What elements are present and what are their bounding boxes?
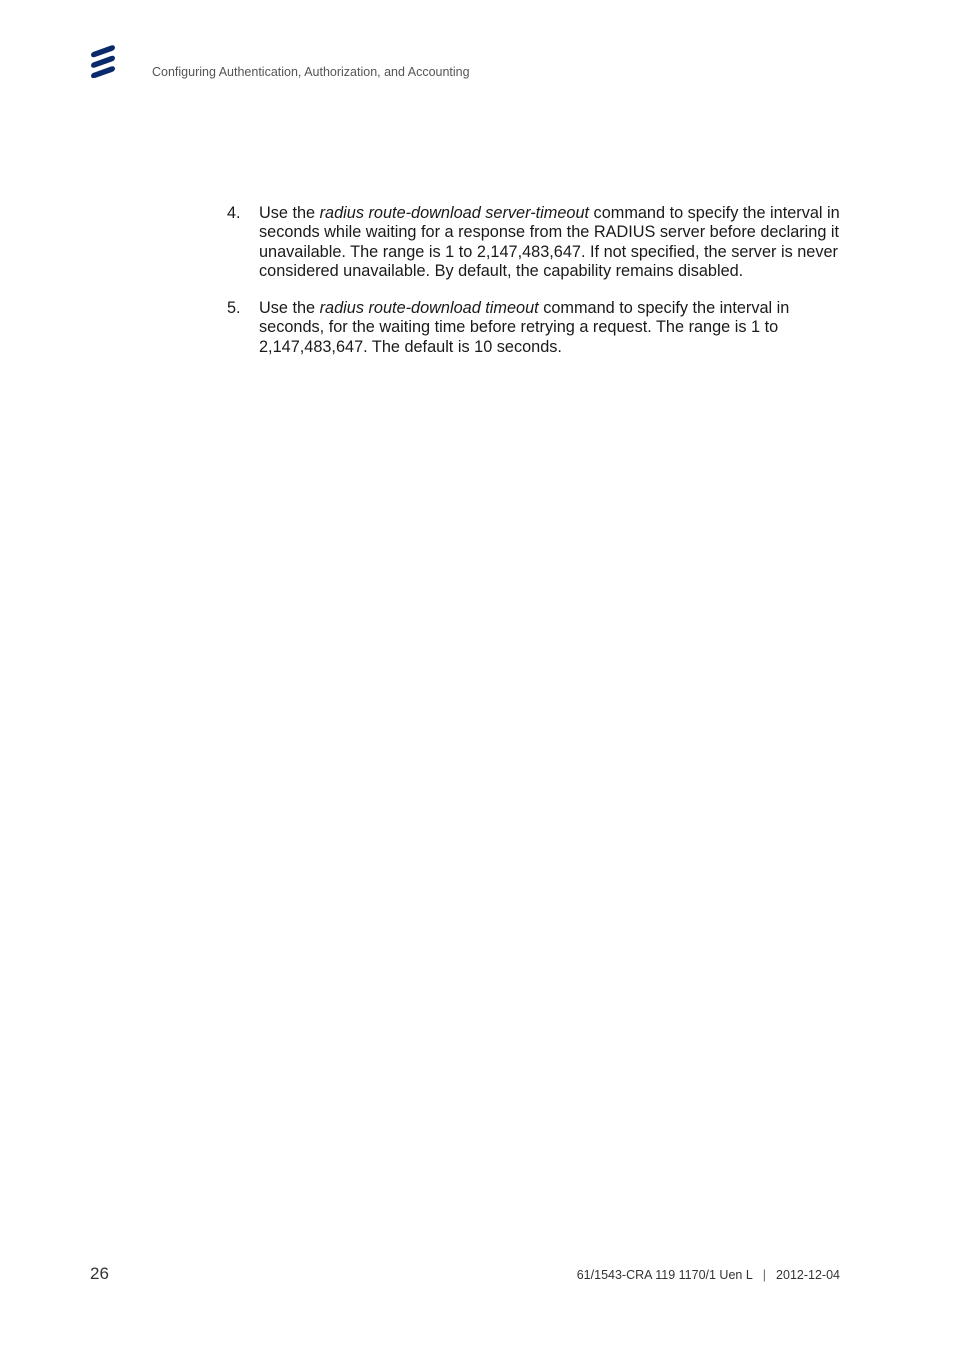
page-number: 26 bbox=[90, 1264, 109, 1283]
footer-separator: | bbox=[762, 1268, 767, 1282]
command-name: radius route-download timeout bbox=[319, 299, 539, 318]
document-id: 61/1543-CRA 119 1170/1 Uen L bbox=[576, 1268, 753, 1282]
command-name: radius route-download server-timeout bbox=[319, 204, 590, 222]
ericsson-logo-icon bbox=[90, 44, 116, 78]
step-text-before: Use the bbox=[259, 299, 320, 318]
footer-document-info bbox=[577, 1268, 840, 1282]
step-text bbox=[259, 299, 847, 357]
running-header-title: Configuring Authentication, Authorization, and Accounting bbox=[152, 65, 470, 79]
step-text-after: command to specify the interval in seconds, for the waiting time before retrying a request. The range is 1 to 2,147,483,647. The default is 10 seconds. bbox=[259, 299, 790, 356]
document-date: 2012-12-04 bbox=[776, 1268, 840, 1282]
step-number: 5. bbox=[227, 299, 241, 318]
procedure-steps bbox=[227, 204, 847, 375]
step-text bbox=[259, 204, 847, 281]
step-number: 4. bbox=[227, 204, 241, 222]
step-item bbox=[227, 204, 847, 281]
step-text-after: command to specify the interval in seconds while waiting for a response from the RADIUS server before declaring it unavailable. The range is 1 to 2,147,483,647. If not specified, the server is never considered unavailable. By default, the capability remains disabled. bbox=[259, 204, 840, 280]
step-item bbox=[227, 299, 847, 357]
step-text-before: Use the bbox=[259, 204, 320, 222]
